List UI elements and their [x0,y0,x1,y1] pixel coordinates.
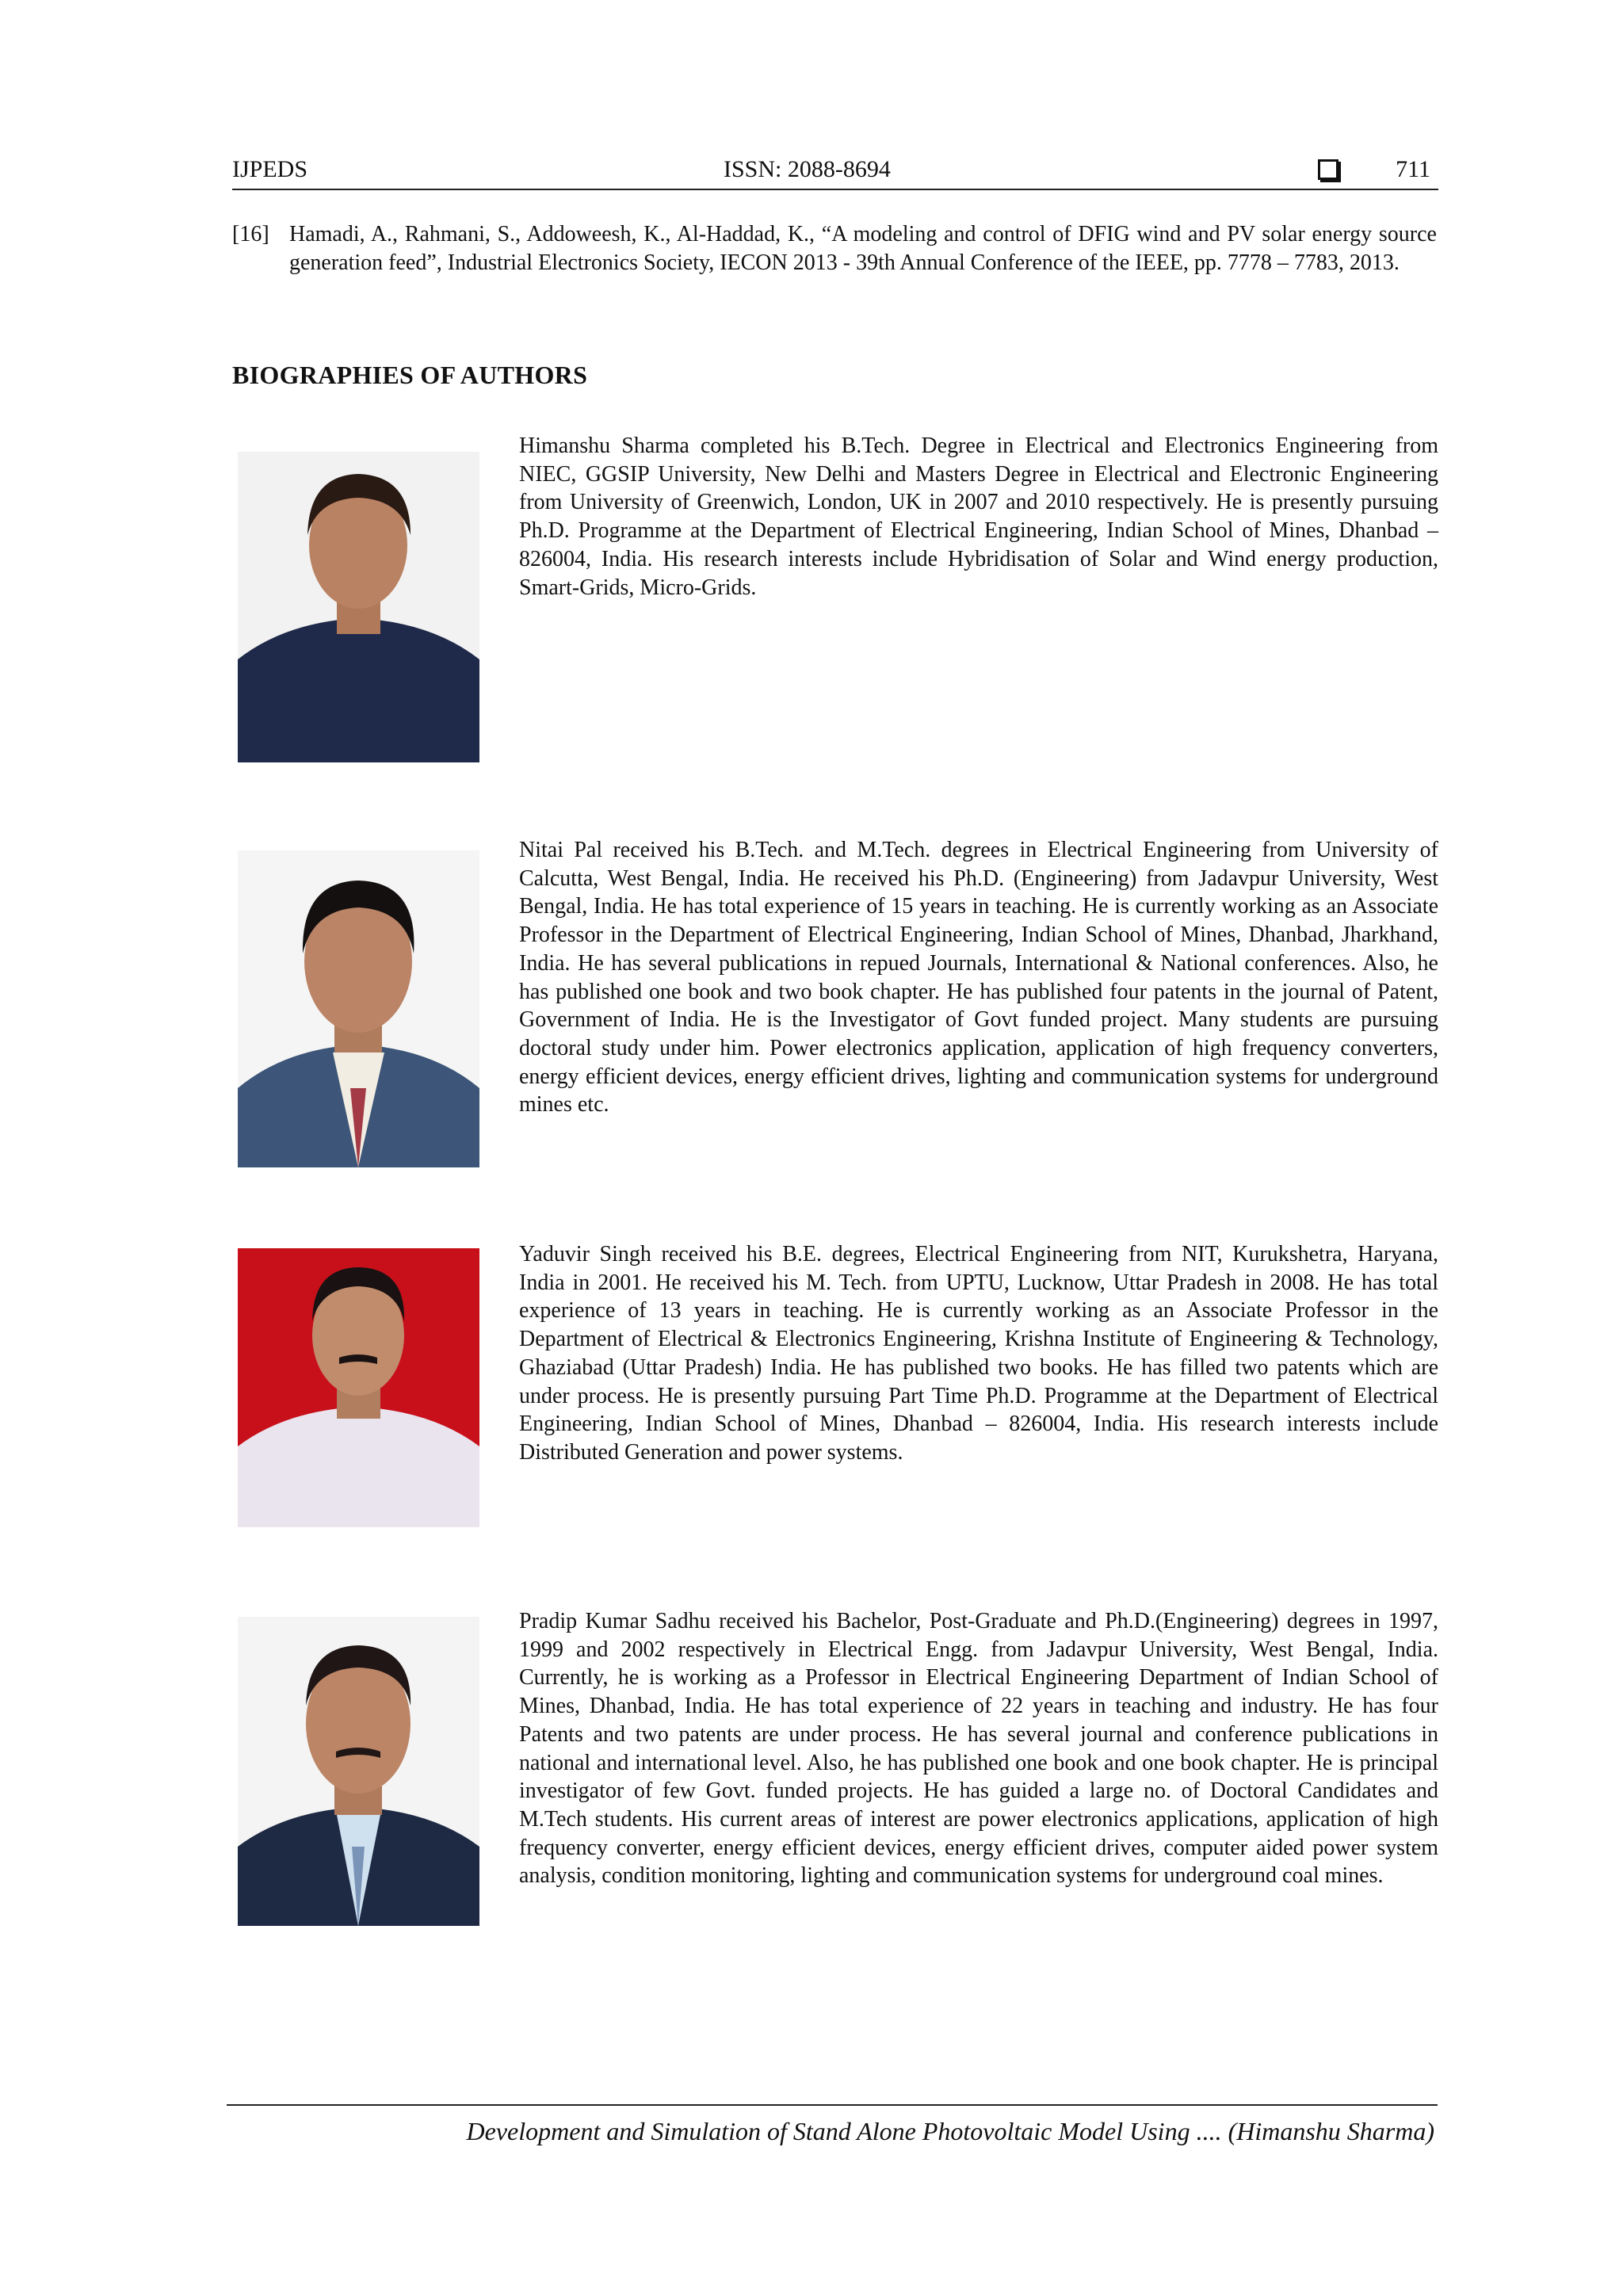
author-bio: Yaduvir Singh received his B.E. degrees, Electrical Engineering from NIT, Kurukshetra, Haryana, India in 2001. He received his M. Tech. from UPTU, Lucknow, Uttar Pradesh in 2008. He has total experience of 13 years in teaching. He is currently working as an Associate Professor in the Department of Electrical & Electronics Engineering, Krishna Institute of Engineering & Technology, Ghaziabad (Uttar Pradesh) India. He has published two books. He has filled two patents which are under process. He is presently pursuing Part Time Ph.D. Programme at the Department of Electrical Engineering, Indian School of Mines, Dhanbad – 826004, India. His research interests include Distributed Generation and power systems. [519,1242,1438,1465]
author-bio: Himanshu Sharma completed his B.Tech. Degree in Electrical and Electronics Engineering from NIEC, GGSIP University, New Delhi and Masters Degree in Electrical and Electronic Engineering from University of Greenwich, London, UK in 2007 and 2010 respectively. He is presently pursuing Ph.D. Programme at the Department of Electrical Engineering, Indian School of Mines, Dhanbad – 826004, India. His research interests include Hybridisation of Solar and Wind energy production, Smart-Grids, Micro-Grids. [519,434,1438,600]
author-photo [238,1617,479,1926]
footer-title: Development and Simulation of Stand Alone Photovoltaic Model Using .... (Himanshu Sharma) [466,2117,1434,2145]
running-footer [227,2104,1438,2145]
reference-text: Hamadi, A., Rahmani, S., Addoweesh, K., Al-Haddad, K., “A modeling and control of DFIG wind and PV solar energy source generation feed”, Industrial Electronics Society, IECON 2013 - 39th Annual Conference of the IEEE, pp. 7778 – 7783, 2013. [289,222,1437,275]
checkbox-square-icon [1318,159,1338,180]
issn: ISSN: 2088-8694 [724,156,891,182]
reference-entry [232,220,1437,277]
journal-name: IJPEDS [232,156,308,182]
running-header [232,151,1438,190]
author-photo [238,1248,479,1527]
reference-number: [16] [232,222,269,246]
author-bio: Nitai Pal received his B.Tech. and M.Tech. degrees in Electrical Engineering from University of Calcutta, West Bengal, India. He received his Ph.D. (Engineering) from Jadavpur University, West Bengal, India. He has total experience of 15 years in teaching. He is currently working as an Associate Professor in the Department of Electrical Engineering, Indian School of Mines, Dhanbad, Jharkhand, India. He has several publications in repued Journals, International & National conferences. Also, he has published one book and two book chapter. He has published four patents in the journal of Patent, Government of India. He is the Investigator of Govt funded project. Many students are pursuing doctoral study under him. Power electronics application, application of high frequency converters, energy efficient devices, energy efficient drives, lighting and communication systems for underground mines etc. [519,838,1438,1117]
author-photo [238,850,479,1167]
author-bio: Pradip Kumar Sadhu received his Bachelor, Post-Graduate and Ph.D.(Engineering) degrees in 1997, 1999 and 2002 respectively in Electrical Engg. from Jadavpur University, West Bengal, India. Currently, he is working as a Professor in Electrical Engineering Department of Indian School of Mines, Dhanbad, India. He has total experience of 22 years in teaching and industry. He has four Patents and two patents are under process. He has several journal and conference publications in national and international level. Also, he has published one book and one book chapter. He is principal investigator of few Govt. funded projects. He has guided a large no. of Doctoral Candidates and M.Tech students. His current areas of interest are power electronics applications, application of high frequency converter, energy efficient devices, energy efficient drives, computer aided power system analysis, condition monitoring, lighting and communication systems for underground coal mines. [519,1609,1438,1889]
section-title: BIOGRAPHIES OF AUTHORS [232,361,588,389]
author-photo [238,452,479,762]
page-number: 711 [1396,156,1430,182]
